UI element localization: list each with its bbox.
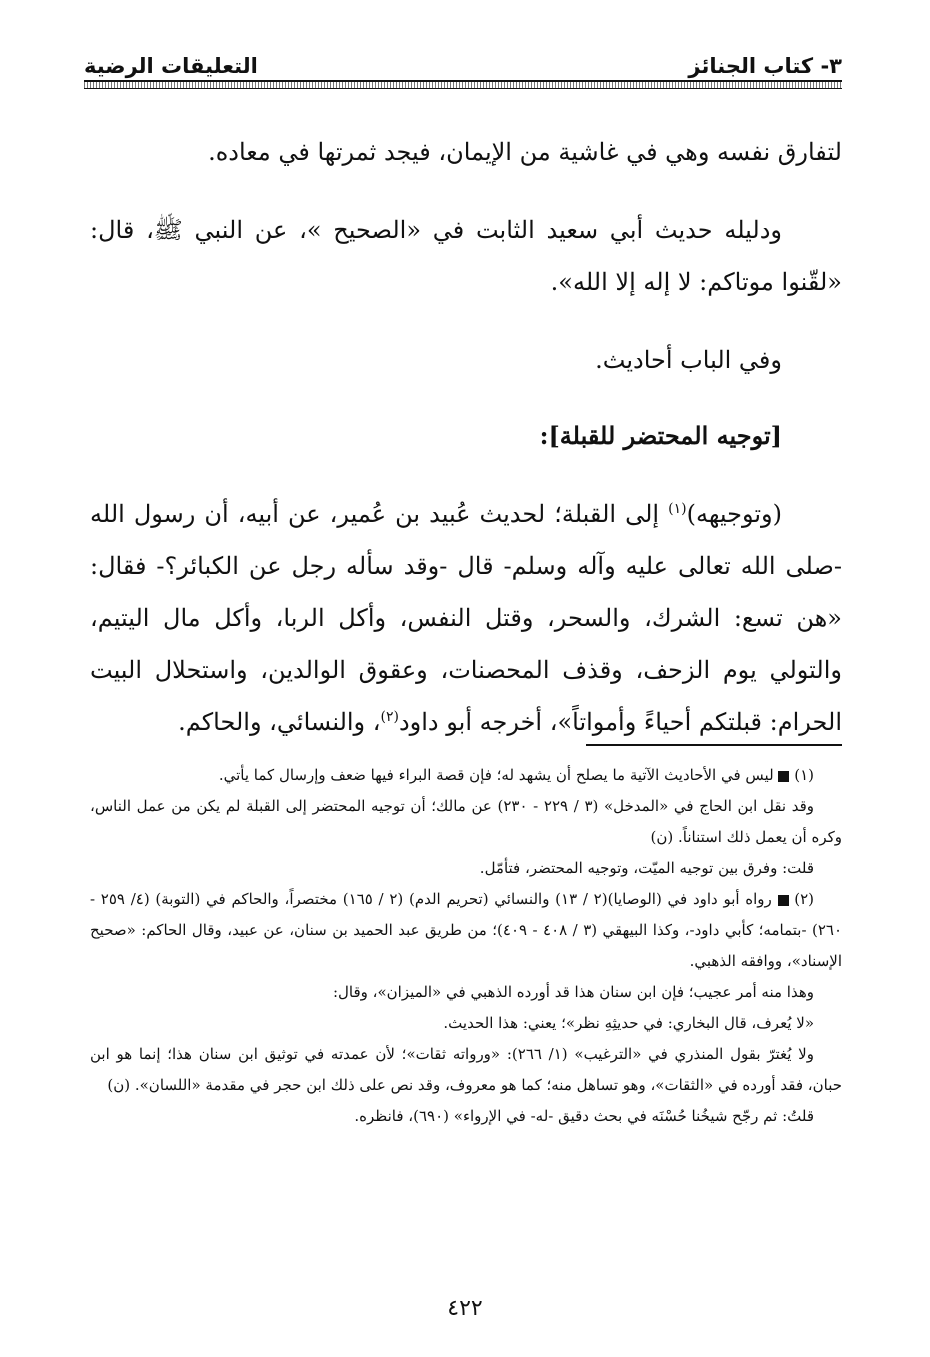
footnote-2-c: «لا يُعرف، قال البخاري: في حديثِهِ نظر»؛ يعني: هذا الحديث.: [443, 1014, 814, 1032]
footnote-1-number: (١): [794, 766, 814, 784]
chapter-title: ٣- كتاب الجنائز: [688, 54, 842, 78]
footnote-1-b: وقد نقل ابن الحاج في «المدخل» (٣ / ٢٢٩ - ٢٣٠) عن مالك؛ أن توجيه المحتضر إلى القبلة لم يكن من عمل الناس، وكره أن يعمل ذلك استناناً. (ن): [90, 797, 842, 846]
paragraph-4-start: (وتوجيهه): [686, 500, 783, 528]
paragraph-4-mid: إلى القبلة؛ لحديث عُبيد بن عُمير، عن أبيه، أن رسول الله -صلى الله تعالى عليه وآله وسلم- قال -وقد سأله رجل عن الكبائر؟- فقال: «هن تسع: الشرك، والسحر، وقتل النفس، وأكل الربا، وأكل مال اليتيم، والتولي يوم الزحف، وقذف المحصنات، وعقوق الوالدين، واستحلال البيت الحرام: قبلتكم أحياءً وأمواتاً»، أخرجه أبو داود: [90, 500, 842, 736]
footnote-ref-1[interactable]: (١): [668, 501, 687, 517]
page-number: ٤٢٢: [447, 1296, 483, 1321]
footnote-1-c: قلت: وفرق بين توجيه الميّت، وتوجيه المحتضر، فتأمّل.: [479, 859, 814, 877]
footnote-ref-2[interactable]: (٢): [380, 709, 399, 725]
footnote-2-text: رواه أبو داود في (الوصايا)(٢ / ١٣) والنسائي (تحريم الدم) (٢ / ١٦٥) مختصراً، والحاكم في (التوبة) (٤/ ٢٥٩ - ٢٦٠) -بتمامه؛ كأبي داود-، وكذا البيهقي (٣ / ٤٠٨ - ٤٠٩)؛ من طريق عبد الحميد بن سنان، عن عبيد، وقال الحاكم: «صحيح الإسناد»، ووافقه الذهبي.: [90, 890, 843, 970]
section-heading: [توجيه المحتضر للقبلة]:: [539, 421, 782, 450]
footnote-separator: [586, 744, 842, 746]
running-header: [84, 38, 842, 78]
footnote-2-number: (٢): [794, 890, 815, 908]
main-text: [90, 126, 842, 748]
footnote-2-b: وهذا منه أمر عجيب؛ فإن ابن سنان هذا قد أورده الذهبي في «الميزان»، وقال:: [332, 983, 814, 1001]
footnote-2: [90, 884, 842, 977]
footnotes: [90, 760, 842, 1132]
paragraph-3: وفي الباب أحاديث.: [595, 346, 782, 374]
footnote-1: [90, 760, 842, 791]
header-rule: [84, 80, 842, 89]
footnote-2-e: قلتُ: ثم رجّح شيخُنا حُسْنَه في بحث دقيق -له- في الإرواء» (٦٩٠)، فانظره.: [354, 1107, 814, 1125]
footnote-1-text: ليس في الأحاديث الآتية ما يصلح أن يشهد له؛ فإن قصة البراء فيها ضعف وإرسال كما يأتي.: [218, 766, 774, 784]
book-title: التعليقات الرضية: [84, 54, 258, 78]
square-mark-icon: [778, 895, 789, 906]
paragraph-2: ودليله حديث أبي سعيد الثابت في «الصحيح »، عن النبي ﷺ، قال: «لقّنوا موتاكم: لا إله إلا الله».: [90, 216, 842, 296]
square-mark-icon: [778, 771, 789, 782]
paragraph-4: [90, 488, 842, 748]
paragraph-4-end: ، والنسائي، والحاكم.: [178, 708, 381, 736]
footnote-2-d: ولا يُغترّ بقول المنذري في «الترغيب» (١/ ٢٦٦): «ورواته ثقات»؛ لأن عمدته في توثيق ابن سنان هذا؛ إنما هو ابن حبان، فقد أورده في «الثقات»، وهو تساهل منه؛ كما هو معروف، وقد نص على ذلك ابن حجر في مقدمة «اللسان». (ن): [90, 1045, 842, 1094]
paragraph-1: لتفارق نفسه وهي في غاشية من الإيمان، فيجد ثمرتها في معاده.: [208, 138, 842, 166]
